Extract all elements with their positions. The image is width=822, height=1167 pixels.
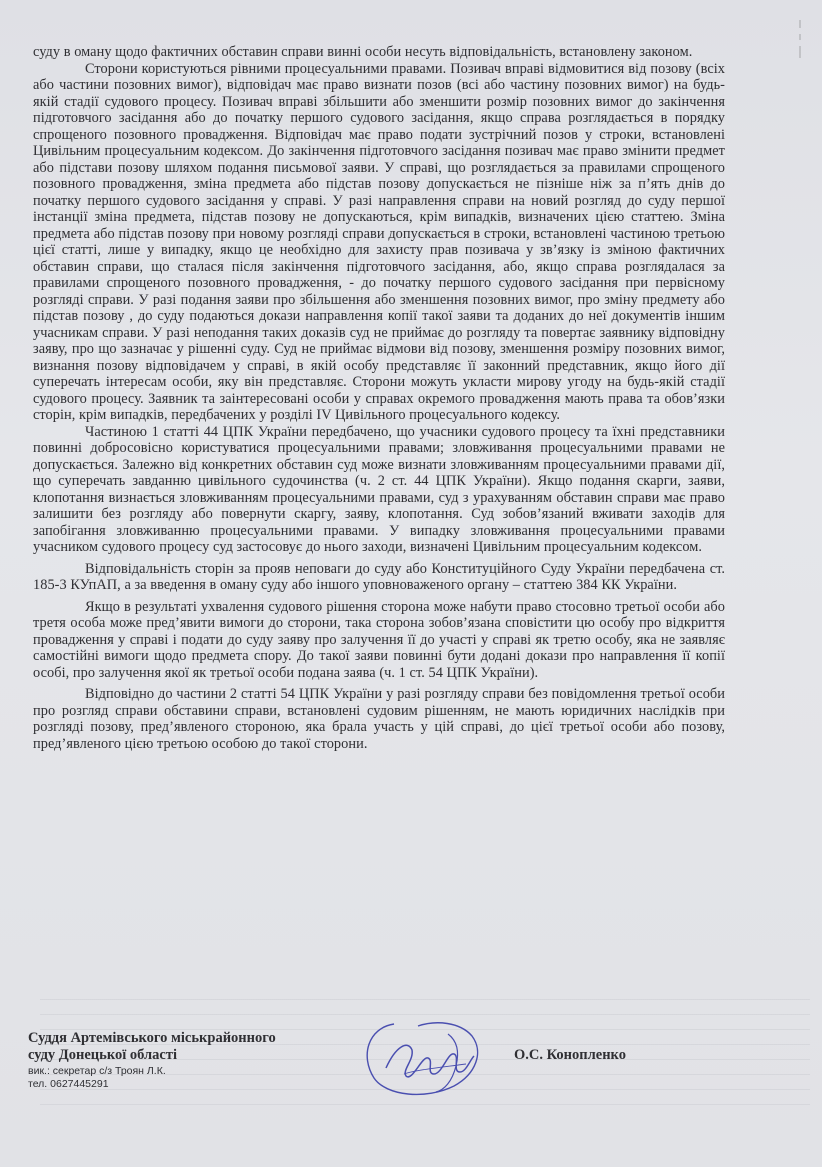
secretary-line: вик.: секретар с/з Троян Л.К. (28, 1065, 166, 1077)
paragraph-2: Сторони користуються рівними процесуальними правами. Позивач вправі відмовитися від позову (всіх або частини позовних вимог), відповідач має право визнати позов (всі або частину позовних вимог) на будь-якій стадії судового процесу. Позивач вправі збільшити або зменшити розмір позовних вимог до закінчення підготовчого засідання або до початку першого судового засідання, якщо справа розглядається в порядку спрощеного позовного провадження. Відповідач має право подати зустрічний позов у строки, встановлені Цивільним процесуальним кодексом. До закінчення підготовчого засідання позивач має право змінити предмет або підстави позову шляхом подання письмової заяви. У справі, що розглядається за правилами спрощеного позовного провадження, зміна предмета або підстав позову допускається не пізніше ніж за п’ять днів до початку першого судового засідання у справі. У разі направлення справи на новий розгляд до суду першої інстанції зміна предмета, підстав позову не допускаються, крім випадків, визначених цією статтею. Зміна предмета або підстав позову при новому розгляді справи допускається в строки, встановлені частиною третьою цієї статті, лише у випадку, якщо це необхідно для захисту прав позивача у зв’язку із зміною фактичних обставин справи, що сталася після закінчення підготовчого засідання, або, якщо справа розглядалася за правилами спрощеного позовного провадження, - до початку першого судового засідання при первісному розгляді справи. У разі подання заяви про збільшення або зменшення позовних вимог, про зміну предмету або підстав позову , до суду подаються докази направлення копії такої заяви та доданих до неї документів іншим учасникам справи. У разі неподання таких доказів суд не приймає до розгляду та повертає заявнику відповідну заяву, про що зазначає у рішенні суду. Суд не приймає відмови від позову, зменшення розміру позовних вимог, визнання позову відповідачем у справі, в якій особу представляє її законний представник, якщо його дії суперечать інтересам особи, яку він представляє. Сторони можуть укласти мирову угоду на будь-якій стадії судового процесу. Заявник та заінтересовані особи у справах окремого провадження мають права та обов’язки сторін, крім випадків, передбачених у розділі IV Цивільного процесуального кодексу. (33, 60, 725, 423)
handwritten-signature (356, 1016, 496, 1104)
paragraph-6: Відповідно до частини 2 статті 54 ЦПК України у разі розгляду справи без повідомлення третьої особи про розгляд справи обставини справи, встановлені судовим рішенням, не мають юридичних наслідків при розгляді позову, пред’явленого стороною, яка брала участь у цій справі, до цієї третьої особи або позову, пред’явленого цією третьою особою до такої сторони. (33, 686, 725, 752)
scan-edge-mark (796, 18, 804, 66)
paragraph-4: Відповідальність сторін за прояв неповаги до суду або Конституційного Суду України передбачена ст. 185-3 КУпАП, а за введення в оману суду або іншого уповноваженого органу – статтею 384 КК України. (33, 560, 725, 593)
paragraph-5: Якщо в результаті ухвалення судового рішення сторона може набути право стосовно третьої особи або третя особа може пред’явити вимоги до сторони, така сторона зобов’язана сповістити цю особу про відкриття провадження у справі і подати до суду заяву про залучення її до участі у справі як третю особу, яка не заявляє самостійні вимоги щодо предмета спору. До такої заяви повинні бути додані докази про направлення її копії особі, про залучення якої як третьої особи подана заява (ч. 1 ст. 54 ЦПК України). (33, 598, 725, 681)
judge-name: О.С. Конопленко (514, 1047, 626, 1063)
judge-title-line-1: Суддя Артемівського міськрайонного (28, 1030, 276, 1046)
judge-title (28, 1030, 328, 1064)
executor-info (28, 1065, 248, 1091)
signature-block (28, 1024, 788, 1104)
document-body (33, 44, 725, 752)
paragraph-3: Частиною 1 статті 44 ЦПК України передбачено, що учасники судового процесу та їхні представники повинні добросовісно користуватися процесуальними правами; зловживання процесуальними правами не допускається. Залежно від конкретних обставин суд може визнати зловживанням процесуальними правами дії, що суперечать завданню цивільного судочинства (ч. 2 ст. 44 ЦПК України). Якщо подання скарги, заяви, клопотання визнається зловживанням процесуальними правами, суд з урахуванням обставин справи має право залишити без розгляду або повернути скаргу, заяву, клопотання. Суд зобов’язаний вживати заходів для запобігання зловживанню процесуальними правами. У випадку зловживання процесуальними правами учасником судового процесу суд застосовує до нього заходи, визначені Цивільним процесуальним кодексом. (33, 423, 725, 555)
judge-title-line-2: суду Донецької області (28, 1047, 178, 1063)
phone-line: тел. 0627445291 (28, 1078, 109, 1090)
paragraph-1: суду в оману щодо фактичних обставин справи винні особи несуть відповідальність, встановлену законом. (33, 44, 693, 60)
